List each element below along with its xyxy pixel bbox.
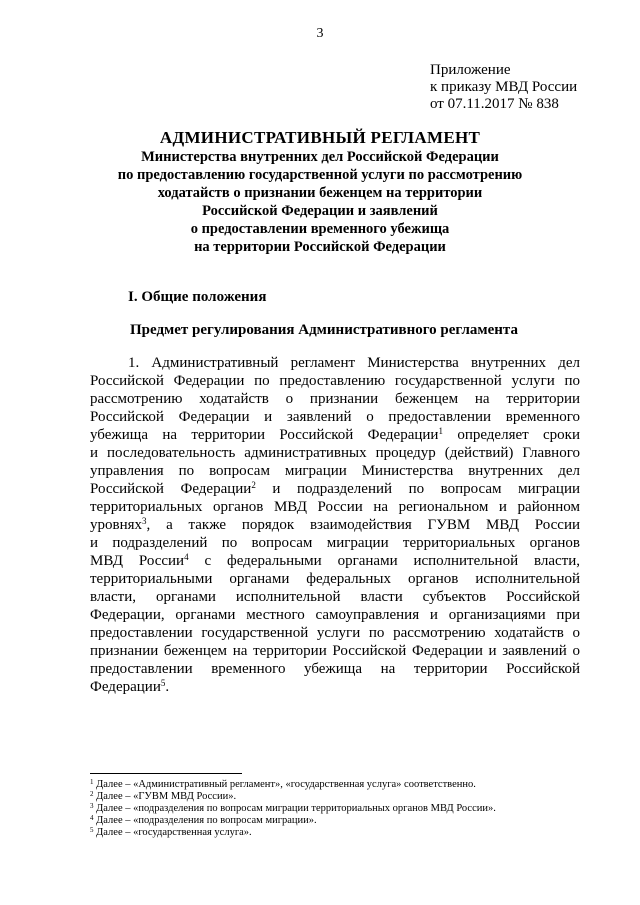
title-line: Министерства внутренних дел Российской Федерации — [141, 149, 499, 165]
paragraph-line: Российской Федерации и заявлений о предоставлении временного — [90, 409, 580, 425]
footnote-mark: 2 — [90, 790, 94, 798]
paragraph-line — [90, 678, 580, 696]
paragraph-line: власти, органами исполнительной власти субъектов Российской — [90, 589, 580, 605]
title-line: по предоставлению государственной услуги по рассмотрению — [117, 167, 523, 183]
text-run: с федеральными органами исполнительной власти, — [204, 553, 580, 569]
paragraph-line — [90, 516, 580, 534]
paragraph-line: предоставлении временного убежища на территории Российской — [90, 661, 580, 677]
footnote-ref: 5 — [160, 678, 166, 688]
footnote-text: Далее – «подразделения по вопросам миграции». — [96, 815, 317, 826]
paragraph-line — [90, 480, 580, 498]
footnote-text: Далее – «Административный регламент», «государственная услуга» соответственно. — [96, 779, 476, 790]
text-run: Федерации — [90, 679, 161, 695]
footnote — [90, 779, 590, 791]
text-run: уровнях — [90, 517, 143, 533]
paragraph-line — [90, 552, 580, 570]
appendix-line: к приказу МВД России — [430, 79, 578, 95]
text-run: МВД России — [90, 553, 185, 569]
title-line: ходатайств о признании беженцем на территории — [157, 185, 483, 201]
paragraph-line: Федерации, органами местного самоуправления и организациями при — [90, 607, 580, 623]
text-run: . — [165, 679, 170, 695]
appendix-line: Приложение — [430, 62, 511, 78]
paragraph-line: территориальных органов МВД России на региональном и районном — [90, 499, 580, 515]
footnote-mark: 3 — [90, 802, 94, 810]
text-run: убежища на территории Российской Федерации — [90, 427, 439, 443]
text-run: , а также порядок взаимодействия ГУВМ МВД России — [146, 517, 580, 533]
paragraph-line: рассмотрению ходатайств о признании беженцем на территории — [90, 391, 580, 407]
title-main: АДМИНИСТРАТИВНЫЙ РЕГЛАМЕНТ — [159, 128, 481, 147]
footnotes — [90, 779, 590, 839]
text-run: Российской Федерации — [90, 481, 252, 497]
paragraph-line: и подразделений по вопросам миграции территориальных органов — [90, 535, 580, 551]
appendix-line: от 07.11.2017 № 838 — [430, 96, 559, 112]
subject-heading: Предмет регулирования Административного регламента — [130, 322, 518, 338]
footnote — [90, 791, 590, 803]
footnote-mark: 5 — [90, 826, 94, 834]
title-line: о предоставлении временного убежища — [190, 221, 450, 237]
paragraph-line: 1. Административный регламент Министерства внутренних дел — [128, 355, 580, 371]
footnote-ref: 1 — [438, 426, 443, 436]
title-line: на территории Российской Федерации — [194, 239, 446, 255]
section-heading: I. Общие положения — [128, 289, 267, 305]
appendix-block — [430, 62, 577, 113]
paragraph-line: территориальными органами федеральных органов исполнительной — [90, 571, 580, 587]
title-line: Российской Федерации и заявлений — [202, 203, 438, 219]
footnote-ref: 2 — [251, 480, 256, 490]
paragraph-line: Российской Федерации по предоставлению государственной услуги по — [90, 373, 580, 389]
footnote-text: Далее – «государственная услуга». — [96, 827, 252, 838]
text-run: и подразделений по вопросам миграции — [272, 481, 581, 497]
paragraph-line: предоставлении государственной услуги по рассмотрению ходатайств о — [90, 625, 580, 641]
footnote — [90, 827, 590, 839]
paragraph-line: признании беженцем на территории Российской Федерации и заявлений о — [90, 643, 580, 659]
text-run: определяет сроки — [457, 427, 581, 443]
footnote — [90, 803, 590, 815]
footnote-ref: 4 — [184, 552, 189, 562]
footnote-mark: 4 — [90, 814, 94, 822]
footnote — [90, 815, 590, 827]
footnote-ref: 3 — [142, 516, 147, 526]
page-number: 3 — [316, 26, 324, 41]
footnote-separator — [90, 773, 242, 774]
document-title — [80, 128, 560, 256]
footnote-text: Далее – «ГУВМ МВД России». — [96, 791, 237, 802]
footnote-text: Далее – «подразделения по вопросам миграции территориальных органов МВД России». — [96, 803, 496, 814]
footnote-mark: 1 — [90, 778, 94, 786]
paragraph-line: и последовательность административных процедур (действий) Главного — [90, 445, 580, 461]
paragraph-1 — [90, 354, 580, 696]
paragraph-line — [90, 426, 580, 444]
paragraph-line: управления по вопросам миграции Министерства внутренних дел — [90, 463, 580, 479]
